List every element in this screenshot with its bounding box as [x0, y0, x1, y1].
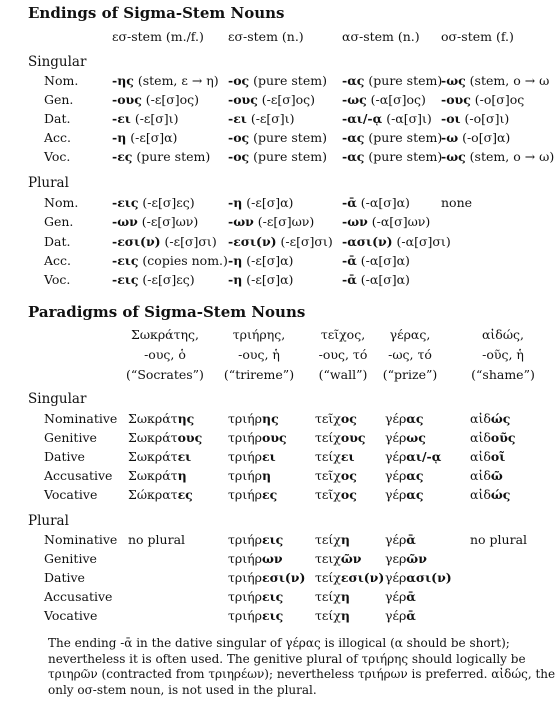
noun-header-gloss: (“prize”)	[382, 367, 438, 382]
ending-derivation: (stem, ο → ω	[465, 73, 550, 88]
form-ending: ώς	[490, 487, 511, 502]
paradigm-form	[315, 487, 357, 502]
ending-derivation: (-α[σ]ος)	[366, 92, 426, 107]
case-label: Nominative	[44, 411, 118, 426]
ending-derivation: (-ε[σ]ος)	[141, 92, 200, 107]
ending-derivation: (stem, ο → ω)	[465, 149, 555, 164]
ending-cell	[441, 92, 524, 107]
form-stem: τεῖχ	[315, 487, 341, 502]
paradigm-form	[385, 570, 452, 585]
form-ending: ος	[340, 468, 357, 483]
ending-derivation: (-ε[σ]ων)	[253, 214, 315, 230]
paradigm-form	[470, 430, 516, 445]
ending-cell	[112, 92, 199, 107]
endings-plural-heading: Plural	[28, 175, 69, 191]
case-label: Accusative	[44, 589, 113, 604]
ending-derivation: (-ε[σ]ες)	[138, 272, 195, 288]
paradigm-form	[315, 532, 350, 547]
paradigm-form	[315, 468, 357, 483]
ending-derivation: (pure stem)	[249, 149, 327, 164]
noun-header-gen: -ως, τό	[388, 347, 432, 362]
paradigm-form	[128, 532, 185, 547]
ending-derivation: (-ε[σ]σι)	[276, 233, 333, 249]
ending-form: -η	[112, 130, 127, 145]
ending-derivation: (-ε[σ]ων)	[137, 214, 199, 230]
form-stem: αἰδ	[470, 449, 491, 464]
ending-form: -ες	[112, 149, 133, 164]
form-stem: no plural	[470, 532, 528, 547]
form-ending: ει	[262, 449, 276, 464]
ending-cell	[112, 195, 195, 210]
ending-form: -ους	[441, 92, 471, 107]
form-ending: εσι(ν)	[262, 570, 306, 585]
ending-cell	[112, 130, 177, 145]
ending-cell	[228, 234, 333, 249]
form-stem: Σωκράτ	[128, 411, 178, 426]
form-ending: η	[340, 532, 350, 547]
paradigm-form	[470, 468, 503, 483]
ending-cell	[228, 111, 294, 126]
paradigms-title: Paradigms of Sigma-Stem Nouns	[28, 303, 306, 321]
form-ending: ᾱ	[406, 532, 416, 547]
paradigm-form	[385, 430, 426, 445]
ending-row-label: Voc.	[44, 149, 71, 164]
case-label: Nominative	[44, 532, 118, 547]
case-label: Dative	[44, 570, 85, 585]
paradigm-form	[315, 449, 355, 464]
noun-header-gen: -οῦς, ἡ	[482, 347, 524, 362]
ending-cell	[441, 195, 472, 210]
ending-cell	[112, 111, 178, 126]
paradigm-form	[228, 430, 287, 445]
paradigms-singular-heading: Singular	[28, 391, 87, 407]
noun-header-lemma: Σωκράτης,	[130, 327, 199, 342]
form-stem: γέρ	[385, 487, 407, 502]
paradigm-form	[385, 449, 441, 464]
form-stem: τείχ	[315, 430, 341, 445]
paradigm-form	[470, 532, 527, 547]
form-stem: τείχ	[315, 449, 341, 464]
form-ending: οῦς	[490, 430, 516, 445]
endings-col-header-2: εσ-stem (n.)	[228, 29, 304, 44]
ending-derivation: (-α[σ]σι)	[392, 233, 451, 249]
ending-cell	[441, 73, 549, 88]
form-stem: τριήρ	[228, 487, 263, 502]
ending-cell	[112, 149, 210, 164]
form-stem: γέρ	[385, 608, 407, 623]
endings-col-header-4: οσ-stem (f.)	[441, 29, 514, 44]
ending-derivation: (pure stem)	[364, 149, 443, 164]
form-stem: γέρ	[385, 430, 407, 445]
ending-derivation: (pure stem)	[249, 73, 327, 88]
noun-header-gloss: (“trireme”)	[223, 367, 295, 382]
form-stem: τριήρ	[228, 468, 263, 483]
form-ending: εσι(ν)	[340, 570, 385, 585]
form-stem: τεῖχ	[315, 411, 341, 426]
form-ending: η	[177, 468, 187, 483]
endings-singular-heading: Singular	[28, 54, 87, 70]
form-stem: γέρ	[385, 589, 407, 604]
footnote: The ending -ᾱ in the dative singular of γέρας is illogical (α should be short); nevertheless it is often used. The genitive plural of τριήρης should logically be τριηρῶν (contracted from τριηρέων); nevertheless τριήρων is preferred. αἰδώς, the only οσ-stem noun, is not used in the plural.	[48, 636, 556, 697]
case-label: Genitive	[44, 430, 97, 445]
form-ending: η	[340, 608, 350, 623]
noun-header-lemma: γέρας,	[389, 327, 431, 342]
paradigm-form	[385, 532, 416, 547]
paradigm-form	[128, 449, 191, 464]
ending-form: -εις	[112, 252, 139, 268]
form-stem: γερ	[385, 551, 407, 566]
ending-form: -αι/-ᾳ	[342, 111, 383, 126]
form-stem: τριήρ	[228, 411, 263, 426]
case-label: Vocative	[44, 487, 98, 502]
noun-header-lemma: τεῖχος,	[320, 327, 366, 342]
form-ending: εις	[262, 608, 284, 623]
ending-row-label: Voc.	[44, 272, 71, 288]
ending-cell	[112, 253, 228, 268]
ending-derivation: (-ε[σ]ι)	[130, 111, 179, 126]
form-ending: ους	[262, 430, 287, 445]
ending-cell	[441, 111, 509, 126]
ending-row-label: Nom.	[44, 195, 79, 210]
ending-cell	[342, 253, 410, 268]
ending-derivation: (pure stem)	[364, 130, 443, 145]
ending-form: -εσι(ν)	[228, 233, 277, 249]
ending-derivation: (-α[σ]ι)	[382, 111, 432, 126]
ending-form: -ων	[342, 214, 368, 230]
form-ending: ας	[406, 468, 424, 483]
paradigm-form	[228, 411, 279, 426]
form-stem: Σωκράτ	[128, 430, 178, 445]
ending-cell	[228, 130, 327, 145]
ending-cell	[342, 195, 410, 210]
ending-form: -ων	[228, 214, 254, 230]
paradigm-form	[228, 532, 283, 547]
ending-cell	[228, 92, 315, 107]
ending-cell	[112, 214, 198, 229]
ending-form: -εσι(ν)	[112, 233, 161, 249]
ending-cell	[342, 130, 442, 145]
form-ending: ος	[340, 487, 357, 502]
paradigm-form	[228, 589, 283, 604]
paradigm-form	[315, 589, 350, 604]
ending-form: -η	[228, 252, 243, 268]
ending-form: -ης	[112, 73, 134, 88]
form-stem: τριήρ	[228, 551, 263, 566]
form-ending: ᾱ	[406, 589, 416, 604]
ending-form: -εις	[112, 195, 139, 210]
ending-derivation: (-ο[σ]α)	[458, 130, 511, 145]
ending-cell	[342, 149, 442, 164]
ending-form: -οι	[441, 111, 461, 126]
ending-cell	[228, 253, 293, 268]
paradigm-form	[385, 487, 424, 502]
form-stem: γέρ	[385, 532, 407, 547]
ending-form: -ει	[228, 111, 247, 126]
ending-derivation: (-α[σ]α)	[356, 195, 410, 210]
form-stem: αἰδ	[470, 487, 491, 502]
paradigm-form	[228, 468, 271, 483]
ending-form: -ᾱ	[342, 272, 357, 288]
ending-row-label: Gen.	[44, 214, 74, 230]
paradigm-form	[128, 487, 193, 502]
form-stem: Σώκρατ	[128, 487, 178, 502]
ending-derivation: (pure stem)	[132, 149, 211, 164]
noun-header-gloss: (“shame”)	[471, 367, 535, 382]
form-ending: ων	[262, 551, 283, 566]
ending-form: -η	[228, 272, 243, 288]
form-stem: αἰδ	[470, 411, 491, 426]
ending-form: -ος	[228, 130, 250, 145]
ending-form: -ως	[342, 92, 367, 107]
ending-derivation: (-ο[σ]ι)	[460, 111, 510, 126]
paradigm-form	[385, 551, 427, 566]
ending-cell	[112, 272, 195, 287]
ending-row-label: Acc.	[44, 130, 72, 145]
paradigm-form	[385, 589, 416, 604]
paradigm-form	[385, 608, 416, 623]
form-stem: γέρ	[385, 449, 407, 464]
ending-form: -ων	[112, 214, 138, 230]
ending-cell	[342, 92, 426, 107]
form-stem: αἰδ	[470, 468, 491, 483]
ending-derivation: (-ε[σ]ος)	[257, 92, 316, 107]
form-ending: ῶ	[490, 468, 503, 483]
ending-form: -ας	[342, 130, 365, 145]
ending-row-label: Dat.	[44, 111, 71, 126]
ending-form: -ᾱ	[342, 252, 357, 268]
form-stem: Σωκράτ	[128, 449, 178, 464]
noun-header-gen: -ους, ἡ	[238, 347, 280, 362]
ending-row-label: Gen.	[44, 92, 74, 107]
form-ending: ους	[340, 430, 366, 445]
ending-cell	[228, 73, 327, 88]
ending-derivation: (pure stem)	[249, 130, 327, 145]
ending-derivation: (-ε[σ]α)	[242, 252, 294, 268]
form-ending: ως	[406, 430, 426, 445]
form-ending: ης	[262, 411, 279, 426]
ending-form: -ω	[441, 130, 459, 145]
form-stem: Σωκράτ	[128, 468, 178, 483]
ending-row-label: Dat.	[44, 233, 71, 249]
ending-derivation: (copies nom.)	[138, 252, 228, 268]
ending-derivation: (stem, ε → η)	[133, 73, 219, 88]
ending-cell	[441, 130, 510, 145]
noun-header-gloss: (“wall”)	[318, 367, 368, 382]
form-ending: ης	[177, 411, 195, 426]
ending-derivation: (-α[σ]α)	[356, 252, 410, 268]
noun-header-gen: -ους, ὁ	[144, 347, 186, 362]
ending-cell	[228, 214, 314, 229]
form-ending: ας	[406, 411, 424, 426]
form-stem: τριήρ	[228, 430, 263, 445]
paradigm-form	[228, 570, 305, 585]
form-ending: εις	[262, 589, 284, 604]
paradigm-form	[228, 551, 283, 566]
form-ending: αι/-ᾳ	[406, 449, 442, 464]
paradigm-form	[315, 570, 384, 585]
ending-form: -ως	[441, 149, 466, 164]
form-ending: ους	[177, 430, 203, 445]
ending-cell	[342, 272, 410, 287]
ending-cell	[342, 111, 432, 126]
form-ending: ώς	[490, 411, 511, 426]
form-stem: τριήρ	[228, 449, 263, 464]
ending-derivation: (-ε[σ]ι)	[246, 111, 295, 126]
ending-form: -εις	[112, 272, 139, 288]
ending-cell	[342, 214, 430, 229]
ending-cell	[112, 234, 217, 249]
form-stem: γέρ	[385, 570, 407, 585]
form-ending: ος	[340, 411, 357, 426]
noun-header-lemma: αἰδώς,	[481, 327, 525, 342]
ending-derivation: (-ε[σ]α)	[242, 195, 294, 210]
ending-cell	[342, 73, 442, 88]
form-ending: ες	[262, 487, 278, 502]
form-stem: τεῖχ	[315, 468, 341, 483]
ending-cell	[228, 149, 327, 164]
paradigms-plural-heading: Plural	[28, 513, 69, 529]
paradigm-form	[315, 551, 361, 566]
form-stem: τείχ	[315, 589, 341, 604]
endings-title: Endings of Sigma-Stem Nouns	[28, 4, 285, 22]
paradigm-form	[228, 487, 277, 502]
case-label: Dative	[44, 449, 85, 464]
form-stem: τείχ	[315, 608, 341, 623]
ending-form: -ας	[342, 73, 365, 88]
ending-derivation: (-ε[σ]ες)	[138, 195, 195, 210]
paradigm-form	[128, 430, 202, 445]
case-label: Genitive	[44, 551, 97, 566]
form-stem: αἰδ	[470, 430, 491, 445]
ending-form: -ους	[228, 92, 258, 107]
ending-derivation: (-ο[σ]ος	[470, 92, 525, 107]
ending-form: -ος	[228, 73, 250, 88]
ending-derivation: none	[441, 195, 473, 210]
ending-form: -ας	[342, 149, 365, 164]
ending-form: -ασι(ν)	[342, 233, 393, 249]
ending-derivation: (pure stem)	[364, 73, 443, 88]
noun-header-gen: -ους, τό	[318, 347, 368, 362]
form-ending: ῶν	[340, 551, 362, 566]
ending-cell	[342, 234, 451, 249]
ending-form: -ει	[112, 111, 131, 126]
paradigm-form	[315, 430, 366, 445]
form-stem: τριήρ	[228, 589, 263, 604]
ending-derivation: (-ε[σ]α)	[242, 272, 294, 288]
form-stem: τριήρ	[228, 570, 263, 585]
form-ending: ας	[406, 487, 424, 502]
ending-cell	[228, 272, 293, 287]
form-stem: τριήρ	[228, 532, 263, 547]
form-ending: η	[340, 589, 350, 604]
form-ending: ες	[177, 487, 193, 502]
form-stem: γέρ	[385, 468, 407, 483]
form-ending: οῖ	[490, 449, 506, 464]
endings-col-header-3: ασ-stem (n.)	[342, 29, 420, 44]
ending-form: -ως	[441, 73, 466, 88]
ending-form: -ος	[228, 149, 250, 164]
form-ending: ᾱ	[406, 608, 416, 623]
noun-header-gloss: (“Socrates”)	[126, 367, 204, 382]
ending-derivation: (-α[σ]α)	[356, 272, 410, 288]
paradigm-form	[128, 411, 194, 426]
ending-form: -ᾱ	[342, 195, 357, 210]
form-ending: ῶν	[406, 551, 427, 566]
ending-derivation: (-ε[σ]α)	[126, 130, 178, 145]
form-stem: τειχ	[315, 551, 341, 566]
paradigm-form	[385, 468, 424, 483]
paradigm-form	[315, 608, 350, 623]
paradigm-form	[470, 411, 510, 426]
noun-header-lemma: τριήρης,	[232, 327, 286, 342]
ending-derivation: (-ε[σ]σι)	[160, 233, 217, 249]
form-ending: η	[262, 468, 272, 483]
case-label: Vocative	[44, 608, 98, 623]
ending-cell	[112, 73, 219, 88]
ending-row-label: Nom.	[44, 73, 79, 88]
endings-col-header-1: εσ-stem (m./f.)	[112, 29, 204, 44]
paradigm-form	[128, 468, 187, 483]
form-ending: ει	[177, 449, 192, 464]
ending-cell	[228, 195, 293, 210]
paradigm-form	[228, 608, 283, 623]
case-label: Accusative	[44, 468, 113, 483]
paradigm-form	[385, 411, 424, 426]
ending-derivation: (-α[σ]ων)	[367, 214, 431, 230]
form-ending: εις	[262, 532, 284, 547]
form-ending: ασι(ν)	[406, 570, 452, 585]
form-stem: τείχ	[315, 532, 341, 547]
ending-cell	[441, 149, 554, 164]
ending-form: -ους	[112, 92, 142, 107]
paradigm-form	[470, 449, 505, 464]
ending-row-label: Acc.	[44, 252, 72, 268]
form-stem: γέρ	[385, 411, 407, 426]
form-ending: ει	[340, 449, 355, 464]
form-stem: τριήρ	[228, 608, 263, 623]
ending-form: -η	[228, 195, 243, 210]
paradigm-form	[315, 411, 357, 426]
paradigm-form	[470, 487, 510, 502]
form-stem: τείχ	[315, 570, 341, 585]
form-stem: no plural	[128, 532, 186, 547]
paradigm-form	[228, 449, 276, 464]
